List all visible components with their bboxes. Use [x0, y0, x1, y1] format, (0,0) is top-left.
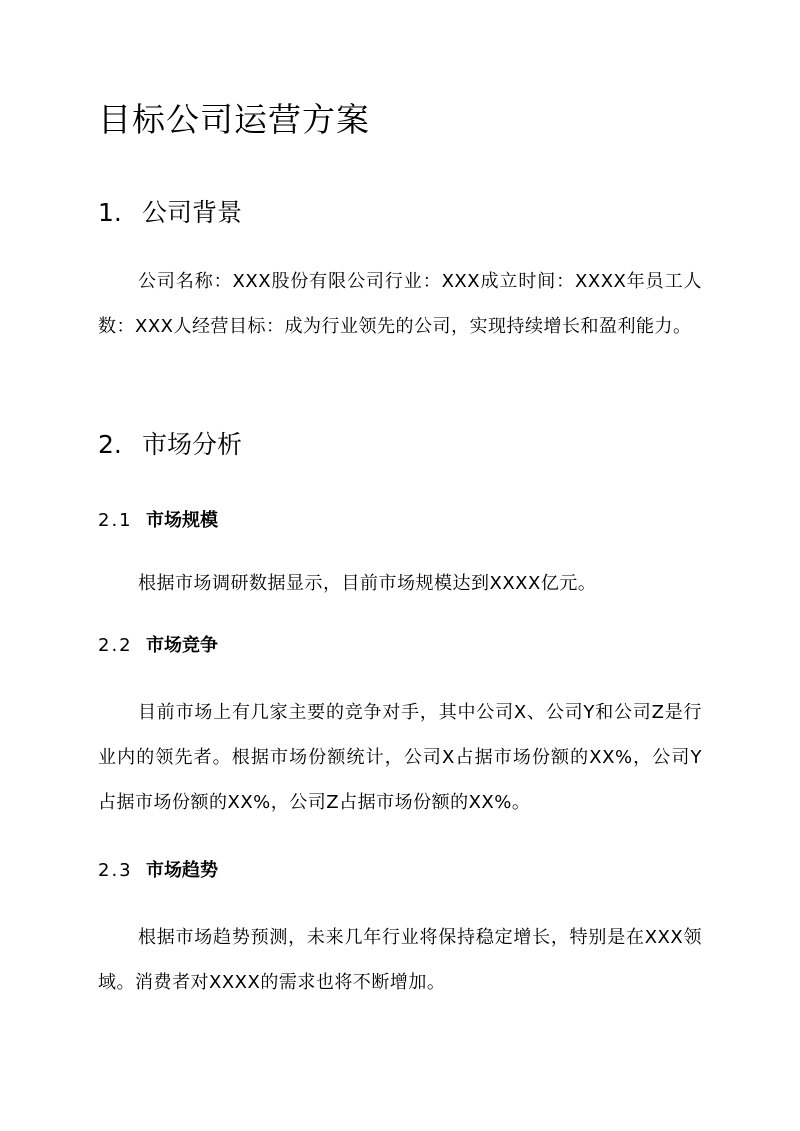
subsection-heading-market-size	[98, 508, 218, 534]
market-size-paragraph: 根据市场调研数据显示，目前市场规模达到XXXX亿元。	[138, 573, 597, 594]
section-title: 公司背景	[142, 198, 243, 227]
market-trend-paragraph: 根据市场趋势预测，未来几年行业将保持稳定增长，特别是在XXX领域。消费者对XXXX的需求也将不断增加。	[98, 927, 702, 993]
subsection-title: 市场竞争	[146, 635, 218, 656]
document-title: 目标公司运营方案	[98, 100, 370, 139]
subsection-number: 2.2	[98, 635, 133, 656]
section-heading-market-analysis	[98, 428, 242, 462]
section-heading-company-background	[98, 196, 242, 230]
subsection-heading-market-trend	[98, 858, 218, 884]
company-background-paragraph: 公司名称：XXX股份有限公司行业：XXX成立时间：XXXX年员工人数：XXX人经营目标：成为行业领先的公司，实现持续增长和盈利能力。	[98, 271, 702, 337]
section-title: 市场分析	[142, 430, 243, 459]
subsection-number: 2.3	[98, 860, 133, 881]
market-competition-paragraph: 目前市场上有几家主要的竞争对手，其中公司X、公司Y和公司Z是行业内的领先者。根据市场份额统计，公司X占据市场份额的XX%，公司Y占据市场份额的XX%，公司Z占据市场份额的XX%。	[98, 702, 702, 813]
subsection-title: 市场趋势	[146, 860, 218, 881]
section-number: 1.	[98, 198, 122, 227]
subsection-heading-market-competition	[98, 633, 218, 659]
subsection-number: 2.1	[98, 510, 133, 531]
subsection-title: 市场规模	[146, 510, 218, 531]
section-number: 2.	[98, 430, 122, 459]
